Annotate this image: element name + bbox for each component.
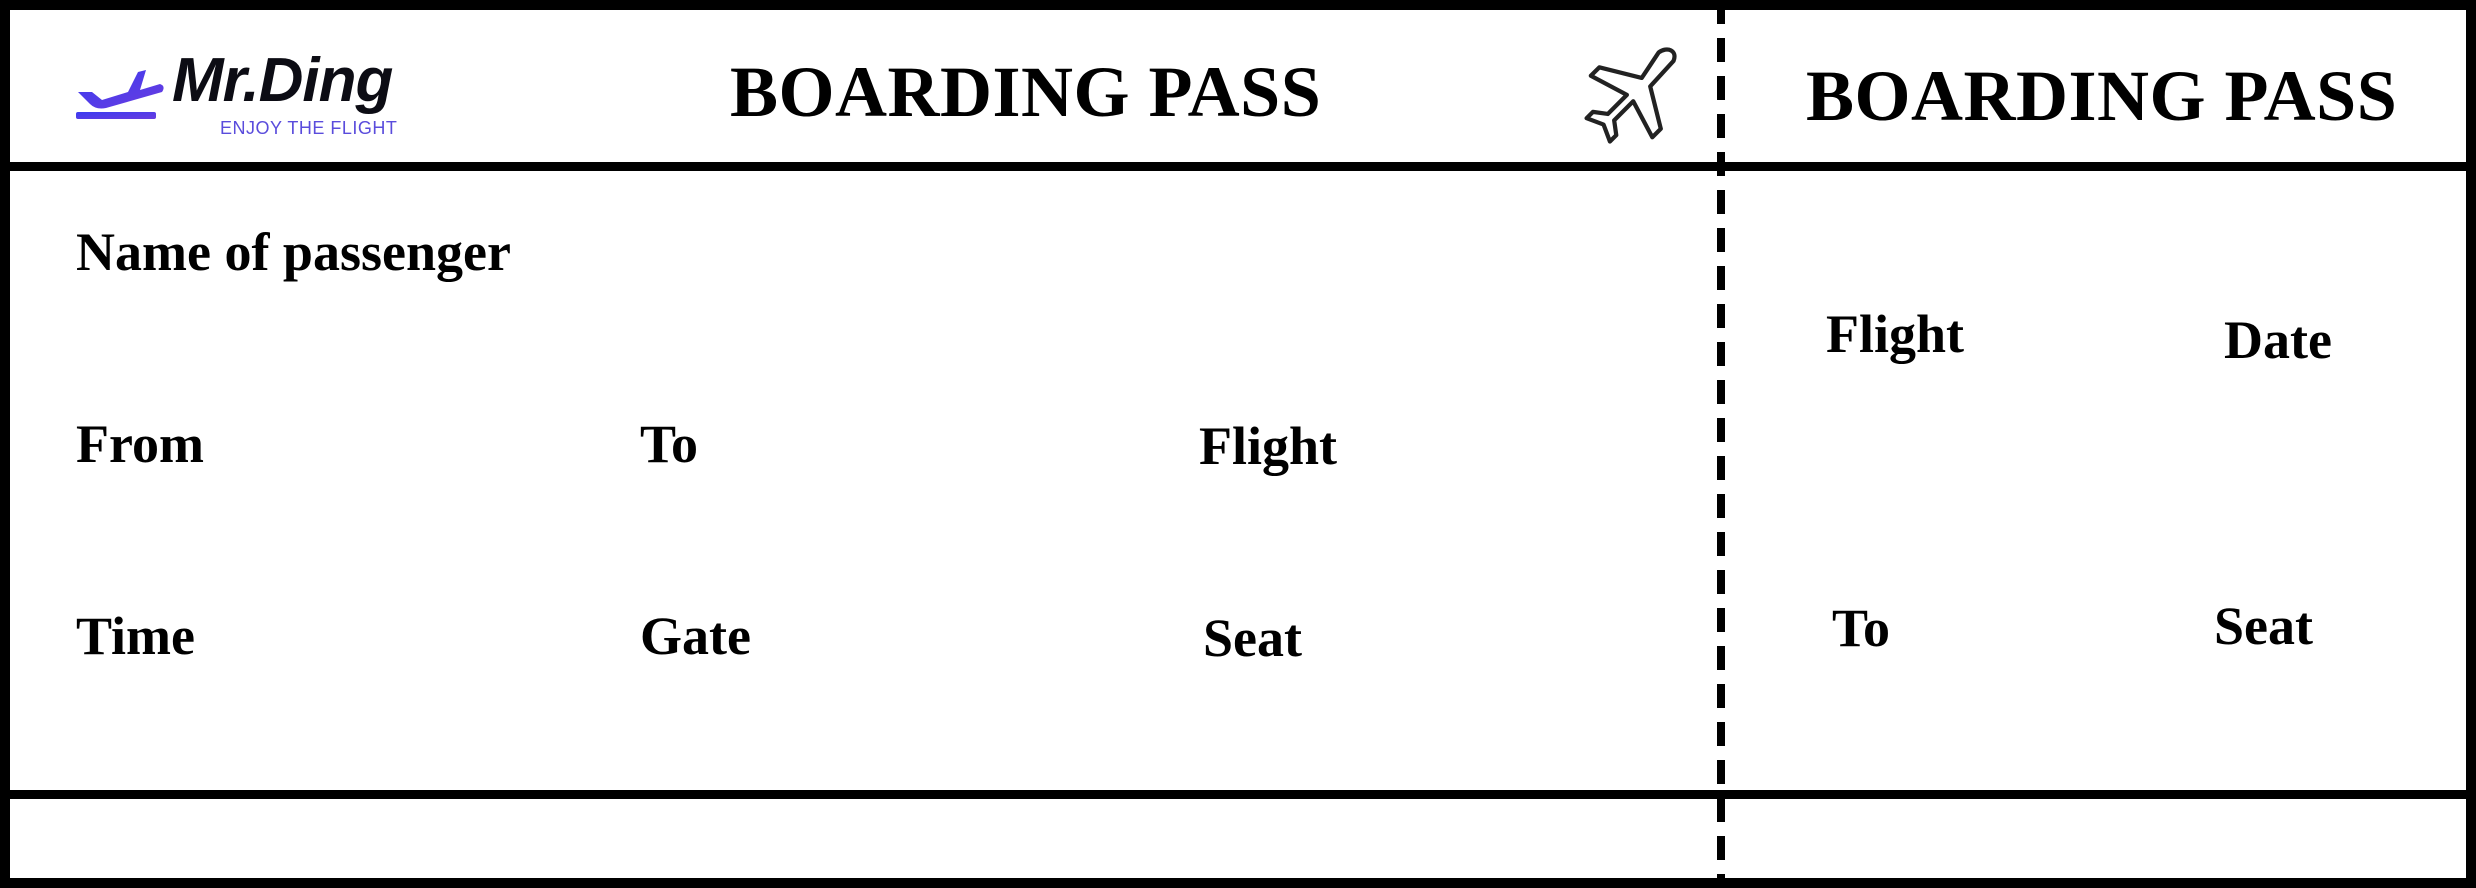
stub-to-label: To [1832,598,1891,658]
from-label: From [76,414,204,474]
seat-label: Seat [1203,608,1302,668]
stub-flight-label: Flight [1826,304,1965,364]
stub-seat-label: Seat [2214,596,2313,656]
airplane-icon [1576,44,1682,150]
footer-divider [0,790,2476,799]
stub-title: BOARDING PASS [1806,56,2398,136]
flight-label: Flight [1199,416,1338,476]
stub-date-label: Date [2224,310,2332,370]
passenger-name-label: Name of passenger [76,222,511,282]
frame-right-border [2466,0,2476,888]
brand-name: Mr.Ding [172,46,393,115]
frame-left-border [0,0,10,888]
brand-tagline: ENJOY THE FLIGHT [220,118,398,138]
perforation-line [1717,0,1725,888]
time-label: Time [76,606,195,666]
frame-top-border [0,0,2476,10]
frame-bottom-border [0,878,2476,888]
page-title: BOARDING PASS [730,52,1322,132]
gate-label: Gate [640,606,751,666]
to-label: To [640,414,699,474]
header-divider [0,162,2476,171]
brand-logo [76,46,436,146]
plane-takeoff-icon [76,62,166,120]
